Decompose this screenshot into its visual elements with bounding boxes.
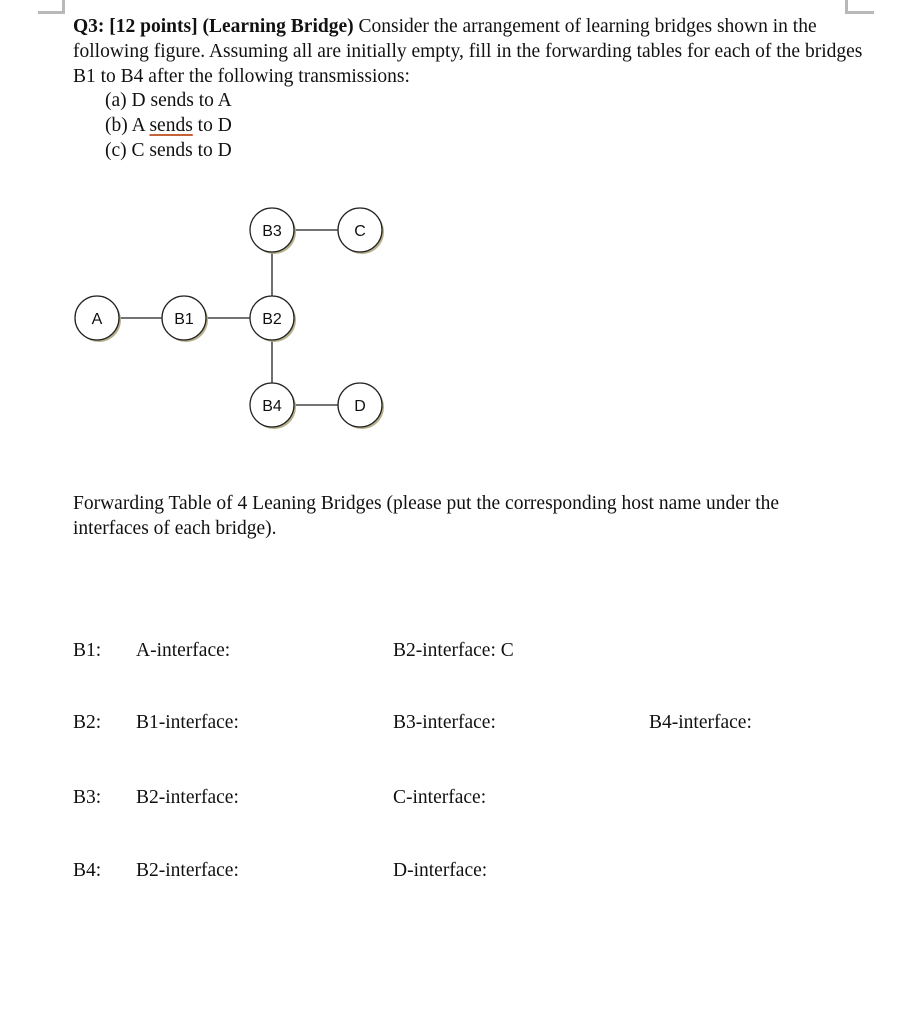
- spellcheck-underlined-word[interactable]: sends: [149, 115, 193, 136]
- node-b1: [162, 296, 208, 342]
- question-label: Q3:: [73, 16, 105, 37]
- item-sender: A: [131, 115, 145, 136]
- node-label: B4: [262, 398, 282, 415]
- item-marker: (a): [105, 90, 127, 111]
- item-verb: sends: [150, 90, 194, 111]
- node-d: [338, 383, 384, 429]
- node-label: D: [354, 398, 366, 415]
- item-sender: C: [131, 140, 145, 161]
- item-marker: (b): [105, 115, 128, 136]
- bridge-label: B1:: [73, 640, 102, 661]
- interface-field: B2-interface:: [136, 787, 239, 808]
- interface-field: B3-interface:: [393, 712, 496, 733]
- item-target: to D: [197, 115, 232, 136]
- question-topic: (Learning Bridge): [202, 16, 354, 37]
- node-b2: [250, 296, 296, 342]
- question-points: [12 points]: [109, 16, 198, 37]
- diagram-links: [97, 230, 360, 405]
- interface-field: B2-interface: C: [393, 640, 514, 661]
- interface-field: B4-interface:: [649, 712, 752, 733]
- item-sender: D: [131, 90, 146, 111]
- interface-field: B2-interface:: [136, 860, 239, 881]
- node-label: B3: [262, 223, 282, 240]
- interface-field: D-interface:: [393, 860, 488, 881]
- node-label: B1: [174, 311, 194, 328]
- item-verb: sends: [149, 140, 193, 161]
- interface-field: B1-interface:: [136, 712, 239, 733]
- table-description: Forwarding Table of 4 Leaning Bridges (please put the corresponding host name under the interfaces of each bridge).: [73, 493, 780, 539]
- node-label: A: [91, 311, 103, 328]
- node-a: [75, 296, 121, 342]
- item-target: to D: [197, 140, 232, 161]
- bridge-label: B3:: [73, 787, 102, 808]
- bridge-label: B4:: [73, 860, 102, 881]
- bridge-label: B2:: [73, 712, 102, 733]
- question-body: Consider the arrangement of learning bridges shown in the following figure. Assuming all are initially empty, fill in the forwarding tables for each of the bridges B1 to B4 after the following transmissions:: [73, 16, 863, 87]
- item-marker: (c): [105, 140, 127, 161]
- node-label: B2: [262, 311, 282, 328]
- interface-field: C-interface:: [393, 787, 487, 808]
- node-c: [338, 208, 384, 254]
- node-b3: [250, 208, 296, 254]
- interface-field: A-interface:: [136, 640, 231, 661]
- node-b4: [250, 383, 296, 429]
- node-label: C: [354, 223, 366, 240]
- item-target: to A: [198, 90, 232, 111]
